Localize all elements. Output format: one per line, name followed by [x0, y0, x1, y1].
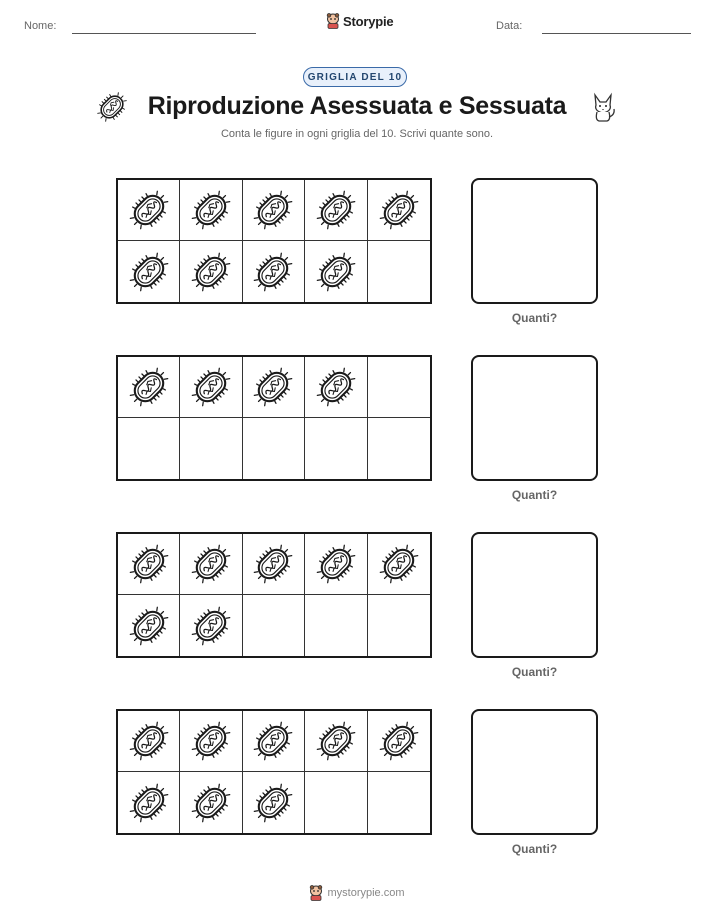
grid-cell: [243, 595, 305, 656]
bacterium-icon: [315, 366, 357, 408]
ten-frame-grid: [116, 178, 432, 304]
grid-cell: [368, 534, 430, 595]
quanti-label: Quanti?: [511, 311, 558, 325]
grid-cell: [243, 418, 305, 479]
bacterium-icon: [252, 189, 294, 231]
grid-cell: [305, 711, 367, 772]
grid-cell: [305, 241, 367, 302]
grid-cell: [368, 595, 430, 656]
grid-cell: [180, 418, 242, 479]
brand-name: Storypie: [343, 13, 394, 29]
bacterium-icon: [378, 189, 420, 231]
grid-cell: [118, 772, 180, 833]
grid-cell: [305, 534, 367, 595]
date-line: [542, 33, 691, 34]
bacterium-icon: [315, 720, 357, 762]
grid-cell: [243, 534, 305, 595]
grid-cell: [368, 772, 430, 833]
grid-cell: [368, 180, 430, 241]
grid-cell: [305, 595, 367, 656]
grid-cell: [305, 180, 367, 241]
grid-cell: [180, 595, 242, 656]
bacterium-icon: [128, 605, 170, 647]
grid-cell: [368, 357, 430, 418]
answer-box[interactable]: [471, 709, 598, 835]
grid-cell: [118, 711, 180, 772]
answer-box[interactable]: [471, 355, 598, 481]
footer-url: mystorypie.com: [327, 887, 405, 899]
bacterium-icon: [378, 720, 420, 762]
bacterium-icon: [378, 543, 420, 585]
bacterium-icon: [128, 782, 170, 824]
grid-cell: [243, 180, 305, 241]
grid-cell: [118, 357, 180, 418]
grid-cell: [305, 772, 367, 833]
grid-cell: [180, 241, 242, 302]
footer: [0, 885, 714, 901]
section-badge: GRIGLIA DEL 10: [303, 67, 407, 87]
bacterium-icon: [190, 189, 232, 231]
bacterium-icon: [190, 782, 232, 824]
bacterium-icon: [128, 720, 170, 762]
bacterium-icon: [315, 543, 357, 585]
bacterium-icon: [190, 720, 232, 762]
ten-frame-grid: [116, 532, 432, 658]
grid-cell: [243, 241, 305, 302]
grid-cell: [368, 241, 430, 302]
bacterium-icon: [252, 366, 294, 408]
bacterium-icon: [128, 189, 170, 231]
bacterium-icon: [252, 251, 294, 293]
brand: [326, 13, 393, 29]
grid-cell: [118, 534, 180, 595]
bacterium-icon: [252, 720, 294, 762]
bacterium-icon: [315, 251, 357, 293]
bacterium-icon: [252, 782, 294, 824]
storypie-logo-icon: [309, 885, 323, 901]
name-line: [72, 33, 256, 34]
grid-cell: [180, 711, 242, 772]
grid-cell: [180, 534, 242, 595]
answer-box[interactable]: [471, 178, 598, 304]
answer-box[interactable]: [471, 532, 598, 658]
quanti-label: Quanti?: [511, 488, 558, 502]
name-label: Nome:: [24, 20, 57, 32]
grid-cell: [243, 357, 305, 418]
bacterium-icon: [190, 543, 232, 585]
grid-cell: [368, 711, 430, 772]
grid-cell: [368, 418, 430, 479]
bacterium-icon: [190, 251, 232, 293]
grid-cell: [180, 180, 242, 241]
page-title: Riproduzione Asessuata e Sessuata: [147, 92, 567, 120]
storypie-logo-icon: [326, 13, 340, 29]
wolf-mascot-icon: [590, 92, 616, 122]
grid-cell: [118, 241, 180, 302]
grid-cell: [118, 595, 180, 656]
grid-cell: [118, 180, 180, 241]
bacterium-icon: [252, 543, 294, 585]
bacterium-icon: [128, 251, 170, 293]
quanti-label: Quanti?: [511, 665, 558, 679]
ten-frame-grid: [116, 355, 432, 481]
bacterium-icon: [128, 543, 170, 585]
grid-cell: [118, 418, 180, 479]
grid-cell: [243, 711, 305, 772]
grid-cell: [305, 357, 367, 418]
quanti-label: Quanti?: [511, 842, 558, 856]
bacterium-icon: [190, 605, 232, 647]
grid-cell: [305, 418, 367, 479]
ten-frame-grid: [116, 709, 432, 835]
bacterium-icon: [315, 189, 357, 231]
instructions: Conta le figure in ogni griglia del 10. Scrivi quante sono.: [220, 128, 494, 140]
date-label: Data:: [496, 20, 523, 32]
grid-cell: [243, 772, 305, 833]
grid-cell: [180, 357, 242, 418]
bacterium-icon: [190, 366, 232, 408]
grid-cell: [180, 772, 242, 833]
bacterium-icon: [128, 366, 170, 408]
